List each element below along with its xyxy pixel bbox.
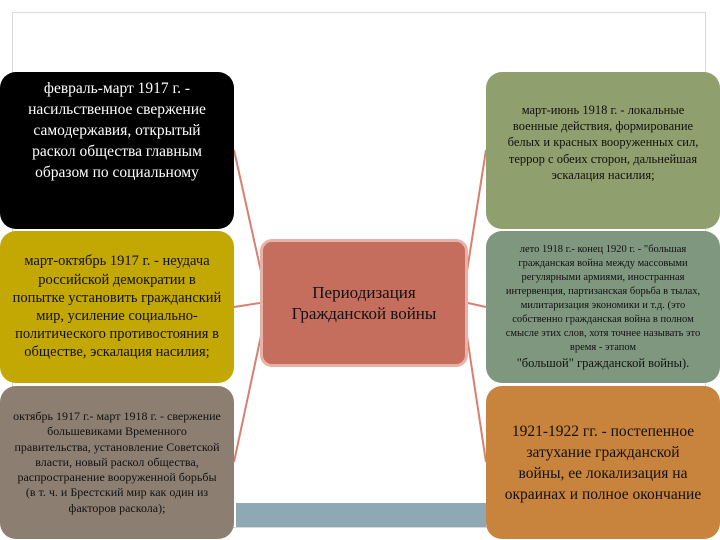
period-box-feb-mar-1917 <box>0 72 234 229</box>
period-text: февраль-март 1917 г. - насильственное свержение самодержавия, открытый раскол общества главным образом по социальному <box>28 80 206 181</box>
connector-right-middle <box>468 303 486 307</box>
period-text: март-октябрь 1917 г. - неудача российской демократии в попытке установить гражданский мир, усиление социально-политического противостояния в обществе, эскалация насилия; <box>12 253 222 361</box>
connector-left-middle <box>234 303 260 307</box>
period-text: лето 1918 г.- конец 1920 г. - "большая гражданская война между массовыми регулярными армиями, иностранная интервенция, партизанская борьба в тылах, милитаризация экономики и т.д. (это собственно гражданская война в полном смысле этих слов, хотя точнее называть это время - этапом <box>505 243 701 354</box>
period-box-oct-1917-mar-1918 <box>0 386 234 539</box>
period-text-tail: "большой" гражданской войны). <box>516 356 690 371</box>
central-topic-box <box>260 239 468 367</box>
period-box-mar-oct-1917 <box>0 231 234 383</box>
period-text: 1921-1922 гг. - постепенное затухание гражданской войны, ее локализация на окраинах и полное окончание <box>504 422 702 503</box>
period-box-mar-jun-1918 <box>486 72 720 229</box>
period-box-1918-1920 <box>486 231 720 383</box>
central-topic-title: Периодизация Гражданской войны <box>291 283 437 323</box>
period-box-1921-1922 <box>486 386 720 539</box>
period-text: март-июнь 1918 г. - локальные военные действия, формирование белых и красных вооруженных сил, террор с обеих сторон, дальнейшая эскалация насилия; <box>507 103 699 182</box>
period-text: октябрь 1917 г.- март 1918 г. - свержение большевиками Временного правительства, установление Советской власти, новый раскол общества, распространение вооруженной борьбы (в т. ч. и Брестский мир как один из факторов раскола); <box>13 409 221 515</box>
